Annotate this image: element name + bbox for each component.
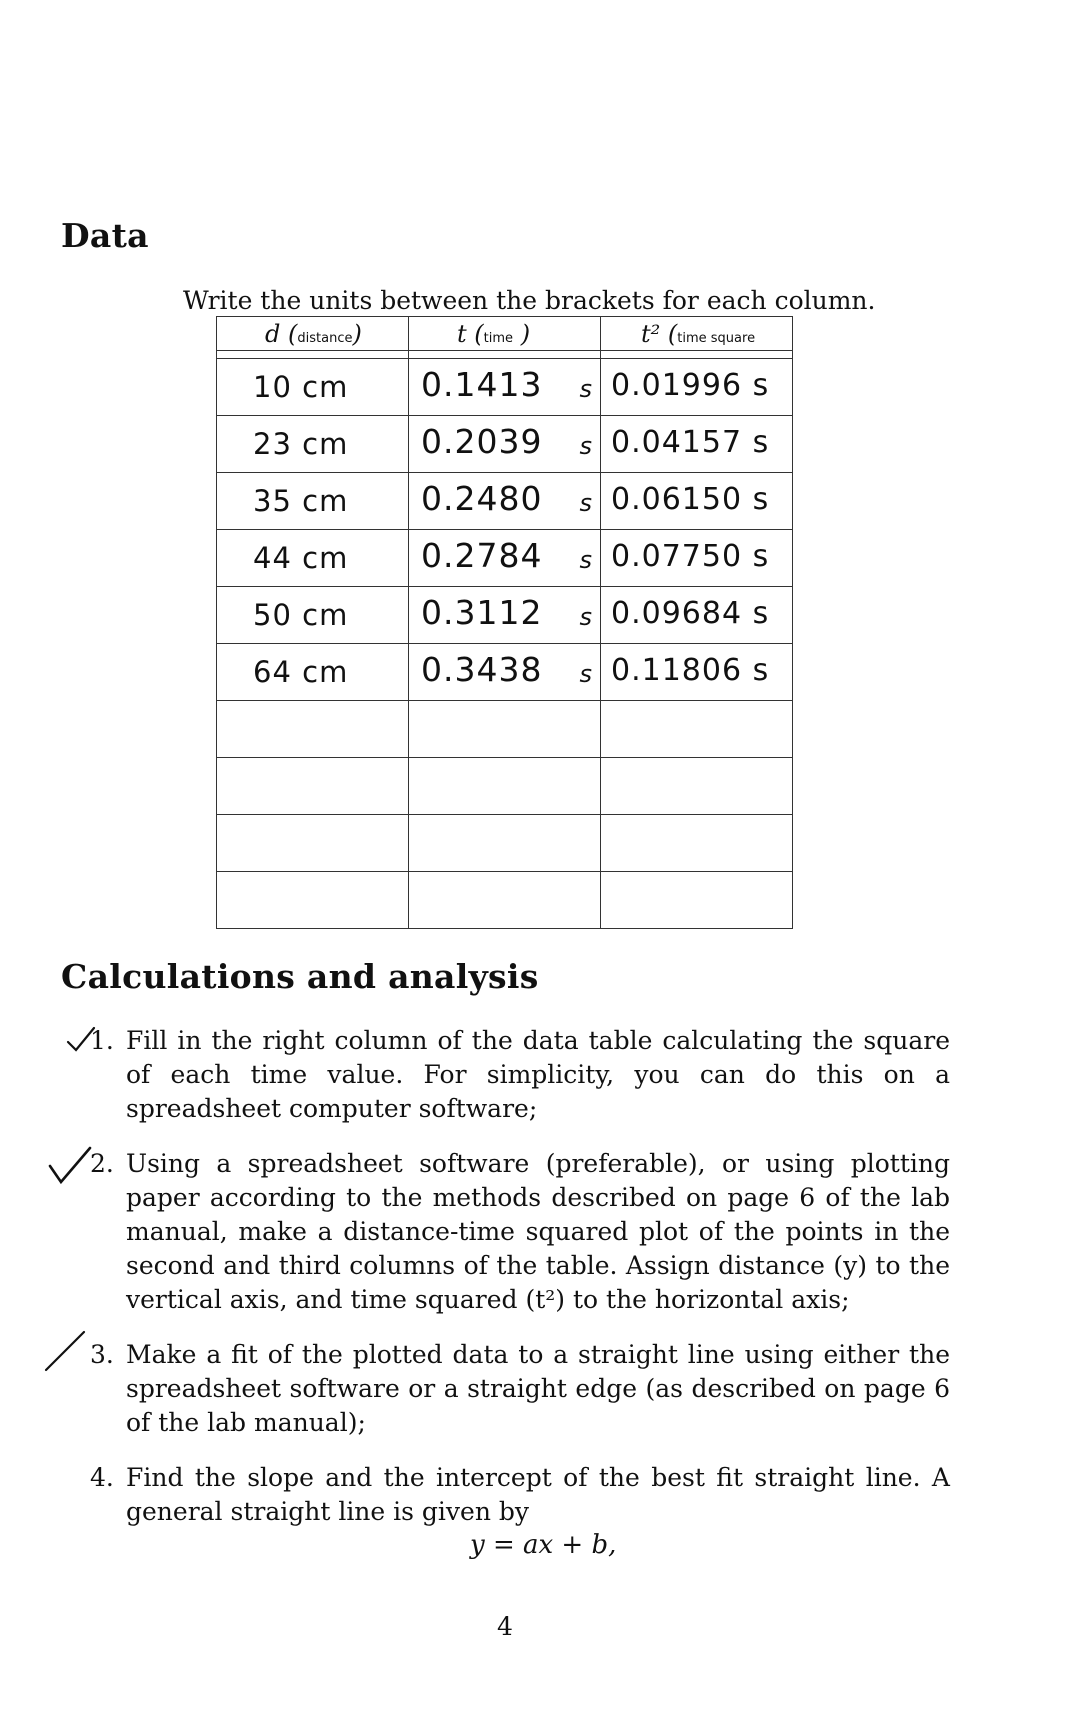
time-unit: s xyxy=(579,660,592,688)
time-unit: s xyxy=(579,546,592,574)
header-time xyxy=(409,317,601,351)
list-item xyxy=(90,1338,950,1440)
handwritten-unit: time xyxy=(483,330,514,346)
time-squared-cell xyxy=(601,473,793,530)
time-value: 0.2784 xyxy=(421,536,543,575)
table-row xyxy=(217,473,793,530)
checkmark-icon xyxy=(44,1330,88,1374)
time-cell xyxy=(409,530,601,587)
handwritten-unit: time square xyxy=(677,330,756,346)
empty-cell xyxy=(217,815,409,872)
time-squared-value: 0.09684 s xyxy=(611,596,770,631)
calculations-heading: Calculations and analysis xyxy=(61,957,539,996)
distance-value: 10 cm xyxy=(253,370,349,404)
empty-cell xyxy=(409,701,601,758)
item-text: Fill in the right column of the data table calculating the square of each time value. For simplicity, you can do this on a spreadsheet computer software; xyxy=(126,1026,950,1123)
time-unit: s xyxy=(579,489,592,517)
item-text: Find the slope and the intercept of the best fit straight line. A general straight line is given by xyxy=(126,1463,950,1526)
header-time-squared xyxy=(601,317,793,351)
checkmark-icon xyxy=(48,1146,92,1186)
empty-cell xyxy=(409,815,601,872)
time-cell xyxy=(409,587,601,644)
empty-cell xyxy=(409,758,601,815)
empty-table-row xyxy=(217,872,793,929)
header-symbol: t xyxy=(457,319,467,348)
data-table xyxy=(216,316,793,929)
distance-cell xyxy=(217,416,409,473)
line-equation: y = ax + b, xyxy=(470,1530,617,1560)
item-number: 3. xyxy=(90,1340,114,1369)
distance-value: 64 cm xyxy=(253,655,349,689)
handwritten-unit: distance xyxy=(297,330,353,346)
empty-table-row xyxy=(217,815,793,872)
table-instruction: Write the units between the brackets for each column. xyxy=(183,286,876,315)
distance-cell xyxy=(217,359,409,416)
header-distance xyxy=(217,317,409,351)
data-heading: Data xyxy=(61,216,149,255)
empty-table-row xyxy=(217,758,793,815)
table-header-row xyxy=(217,317,793,351)
empty-cell xyxy=(409,872,601,929)
empty-cell xyxy=(601,701,793,758)
time-squared-cell xyxy=(601,359,793,416)
distance-value: 50 cm xyxy=(253,598,349,632)
distance-value: 23 cm xyxy=(253,427,349,461)
item-text: Make a fit of the plotted data to a straight line using either the spreadsheet software or a straight edge (as described on page 6 of the lab manual); xyxy=(126,1340,950,1437)
table-row xyxy=(217,644,793,701)
distance-cell xyxy=(217,530,409,587)
item-text: Using a spreadsheet software (preferable), or using plotting paper according to the methods described on page 6 of the lab manual, make a distance-time squared plot of the points in the second and third columns of the table. Assign distance (y) to the vertical axis, and time squared (t²) to the horizontal axis; xyxy=(126,1149,950,1314)
distance-value: 44 cm xyxy=(253,541,349,575)
table-row xyxy=(217,416,793,473)
empty-cell xyxy=(217,872,409,929)
time-unit: s xyxy=(579,432,592,460)
time-squared-value: 0.07750 s xyxy=(611,539,770,574)
time-cell xyxy=(409,416,601,473)
empty-cell xyxy=(217,701,409,758)
time-squared-value: 0.06150 s xyxy=(611,482,770,517)
time-value: 0.1413 xyxy=(421,365,543,404)
empty-cell xyxy=(601,872,793,929)
page-number: 4 xyxy=(497,1612,513,1641)
header-spacer-row xyxy=(217,351,793,359)
header-bracket: ) xyxy=(520,319,531,348)
time-squared-value: 0.01996 s xyxy=(611,368,770,403)
item-number: 4. xyxy=(90,1463,114,1492)
time-unit: s xyxy=(579,375,592,403)
distance-cell xyxy=(217,473,409,530)
time-squared-value: 0.11806 s xyxy=(611,653,770,688)
list-item xyxy=(90,1024,950,1126)
time-squared-value: 0.04157 s xyxy=(611,425,770,460)
time-cell xyxy=(409,473,601,530)
empty-cell xyxy=(601,758,793,815)
empty-cell xyxy=(217,758,409,815)
empty-table-row xyxy=(217,701,793,758)
empty-cell xyxy=(601,815,793,872)
header-bracket: ( xyxy=(288,319,298,348)
time-unit: s xyxy=(579,603,592,631)
distance-cell xyxy=(217,587,409,644)
table-row xyxy=(217,359,793,416)
header-symbol: d xyxy=(265,319,281,348)
header-bracket: ( xyxy=(474,319,484,348)
header-bracket: ( xyxy=(667,319,678,348)
table-row xyxy=(217,587,793,644)
time-squared-cell xyxy=(601,530,793,587)
item-number: 1. xyxy=(90,1026,114,1055)
list-item xyxy=(90,1461,950,1529)
distance-value: 35 cm xyxy=(253,484,349,518)
time-value: 0.2039 xyxy=(421,422,543,461)
time-value: 0.2480 xyxy=(421,479,543,518)
time-cell xyxy=(409,359,601,416)
header-symbol: t² xyxy=(641,319,661,348)
item-number: 2. xyxy=(90,1149,114,1178)
time-value: 0.3438 xyxy=(421,650,543,689)
time-squared-cell xyxy=(601,587,793,644)
list-item xyxy=(90,1147,950,1317)
distance-cell xyxy=(217,644,409,701)
time-squared-cell xyxy=(601,416,793,473)
time-value: 0.3112 xyxy=(421,593,543,632)
table-row xyxy=(217,530,793,587)
header-bracket: ) xyxy=(352,319,362,348)
time-squared-cell xyxy=(601,644,793,701)
time-cell xyxy=(409,644,601,701)
